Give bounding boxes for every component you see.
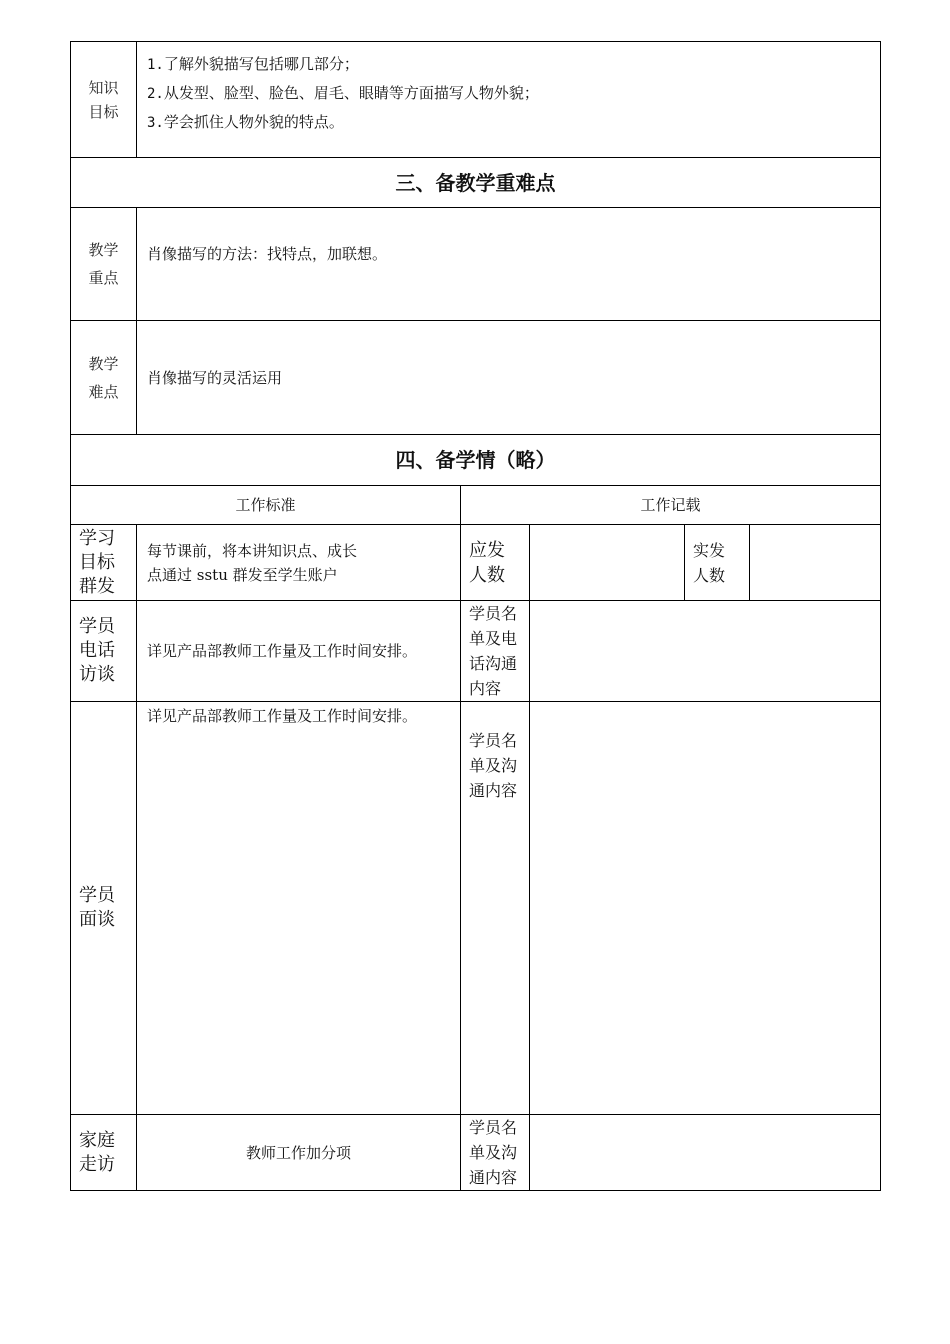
home-visit-row bbox=[71, 1115, 881, 1191]
section-3-title: 三、备教学重难点 bbox=[71, 158, 881, 208]
home-visit-label: 家庭 走访 bbox=[71, 1115, 137, 1191]
key-point-text: 肖像描写的方法：找特点，加联想。 bbox=[137, 208, 881, 321]
knowledge-item-3: 3.学会抓住人物外貌的特点。 bbox=[147, 113, 344, 131]
phone-record-label: 学员名 单及电 话沟通 内容 bbox=[461, 601, 530, 702]
section-3-row bbox=[71, 158, 881, 208]
phone-interview-standard: 详见产品部教师工作量及工作时间安排。 bbox=[137, 601, 461, 702]
knowledge-item-2: 2.从发型、脸型、脸色、眉毛、眼睛等方面描写人物外貌； bbox=[147, 84, 539, 102]
group-send-label: 学习 目标 群发 bbox=[71, 525, 137, 601]
difficult-point-label: 教学 难点 bbox=[71, 321, 137, 435]
face-interview-row bbox=[71, 702, 881, 1115]
face-interview-standard: 详见产品部教师工作量及工作时间安排。 bbox=[137, 702, 461, 1115]
knowledge-goal-content bbox=[137, 42, 881, 158]
work-header-row bbox=[71, 486, 881, 525]
face-interview-label: 学员 面谈 bbox=[71, 702, 137, 1115]
knowledge-goal-label: 知识 目标 bbox=[71, 42, 137, 158]
lesson-plan-sheet bbox=[70, 41, 880, 1191]
work-record-header: 工作记载 bbox=[461, 486, 881, 525]
home-visit-standard: 教师工作加分项 bbox=[137, 1115, 461, 1191]
phone-interview-row bbox=[71, 601, 881, 702]
difficult-point-text: 肖像描写的灵活运用 bbox=[137, 321, 881, 435]
group-send-standard: 每节课前，将本讲知识点、成长 点通过 sstu 群发至学生账户 bbox=[137, 525, 461, 601]
home-record-label: 学员名 单及沟 通内容 bbox=[461, 1115, 530, 1191]
face-record-label: 学员名 单及沟 通内容 bbox=[461, 702, 530, 1115]
home-record-content bbox=[530, 1115, 881, 1191]
due-count-label: 应发 人数 bbox=[461, 525, 530, 601]
knowledge-item-1: 1.了解外貌描写包括哪几部分； bbox=[147, 55, 359, 73]
face-record-content bbox=[530, 702, 881, 1115]
difficult-point-row bbox=[71, 321, 881, 435]
group-send-row bbox=[71, 525, 881, 601]
phone-record-content bbox=[530, 601, 881, 702]
section-4-title: 四、备学情（略） bbox=[71, 435, 881, 486]
knowledge-goal-row bbox=[71, 42, 881, 158]
key-point-row bbox=[71, 208, 881, 321]
key-point-label: 教学 重点 bbox=[71, 208, 137, 321]
due-count-value bbox=[530, 525, 685, 601]
section-4-row bbox=[71, 435, 881, 486]
actual-count-value bbox=[750, 525, 881, 601]
actual-count-label: 实发 人数 bbox=[685, 525, 750, 601]
phone-interview-label: 学员 电话 访谈 bbox=[71, 601, 137, 702]
work-standard-header: 工作标准 bbox=[71, 486, 461, 525]
lesson-plan-table bbox=[70, 41, 881, 1191]
